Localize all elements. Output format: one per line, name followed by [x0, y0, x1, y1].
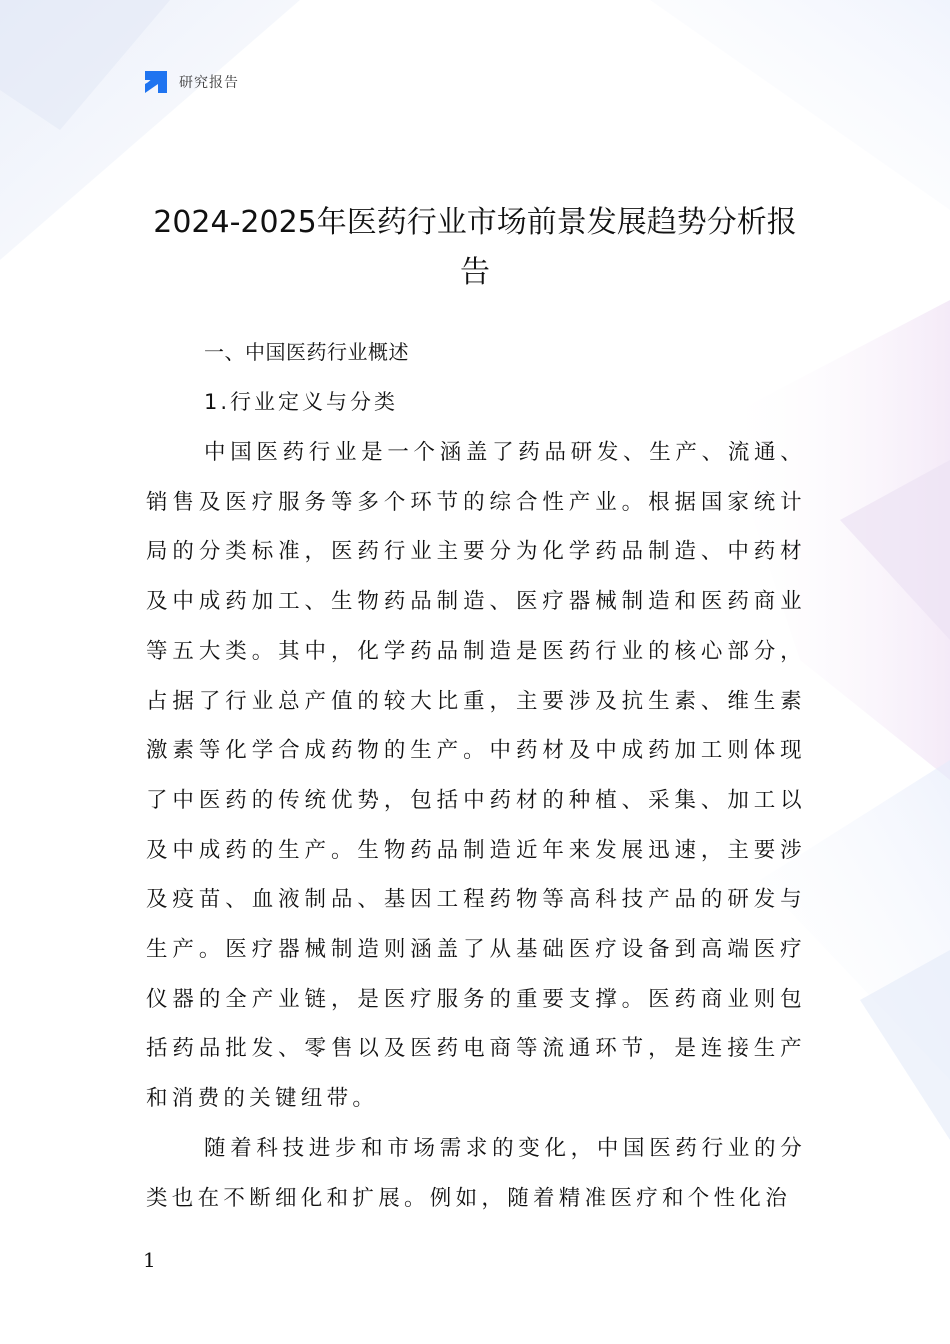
- sub-heading: 1.行业定义与分类: [204, 390, 399, 414]
- document-title: 2024-2025年医药行业市场前景发展趋势分析报告: [153, 205, 797, 291]
- report-header: [143, 68, 239, 96]
- arrow-up-right-icon: [143, 69, 169, 95]
- header-label: 研究报告: [179, 75, 239, 91]
- page-number: 1: [143, 1248, 156, 1272]
- section-heading: 一、中国医药行业概述: [204, 340, 409, 364]
- body-paragraph: 中国医药行业是一个涵盖了药品研发、生产、流通、销售及医疗服务等多个环节的综合性产业。根据国家统计局的分类标准，医药行业主要分为化学药品制造、中药材及中成药加工、生物药品制造、医疗器械制造和医药商业等五大类。其中，化学药品制造是医药行业的核心部分，占据了行业总产值的较大比重，主要涉及抗生素、维生素激素等化学合成药物的生产。中药材及中成药加工则体现了中医药的传统优势，包括中药材的种植、采集、加工以及中成药的生产。生物药品制造近年来发展迅速，主要涉及疫苗、血液制品、基因工程药物等高科技产品的研发与生产。医疗器械制造则涵盖了从基础医疗设备到高端医疗仪器的全产业链，是医疗服务的重要支撑。医药商业则包括药品批发、零售以及医药电商等流通环节，是连接生产和消费的关键纽带。: [146, 440, 806, 1112]
- body-paragraph: 随着科技进步和市场需求的变化，中国医药行业的分类也在不断细化和扩展。例如，随着精准医疗和个性化治: [146, 1136, 806, 1211]
